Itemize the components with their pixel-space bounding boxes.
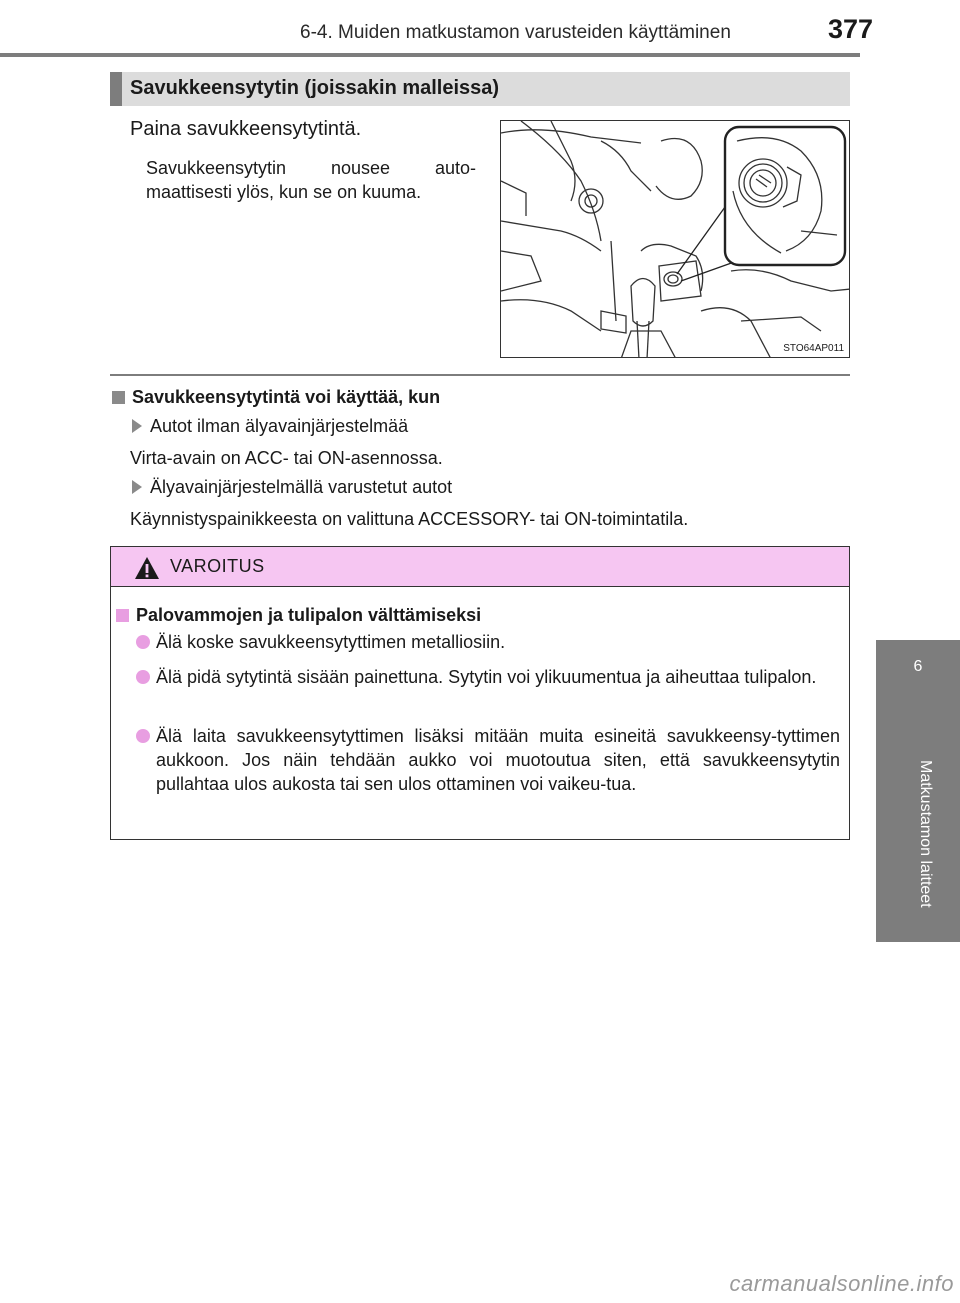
running-header: 6-4. Muiden matkustamon varusteiden käyttäminen bbox=[300, 22, 731, 43]
warning-subheading-text: Palovammojen ja tulipalon välttämiseksi bbox=[136, 605, 482, 625]
instruction-text: Paina savukkeensytytintä. bbox=[130, 118, 362, 140]
triangle-bullet-icon bbox=[132, 419, 142, 433]
warning-subheading bbox=[116, 605, 481, 626]
header-rule bbox=[0, 53, 860, 57]
section-title: Savukkeensytytin (joissakin malleissa) bbox=[130, 77, 500, 99]
round-bullet-icon bbox=[136, 670, 150, 684]
warning-title: VAROITUS bbox=[170, 556, 265, 576]
triangle-bullet-icon bbox=[132, 480, 142, 494]
condition-text: Käynnistyspainikkeesta on valittuna ACCESSORY- tai ON-toimintatila. bbox=[130, 509, 689, 529]
condition-label-text: Älyavainjärjestelmällä varustetut autot bbox=[150, 477, 453, 497]
condition-text: Virta-avain on ACC- tai ON-asennossa. bbox=[130, 448, 443, 468]
page-number: 377 bbox=[828, 14, 874, 44]
condition-label-text: Autot ilman älyavainjärjestelmää bbox=[150, 416, 409, 436]
warning-triangle-glyph bbox=[134, 556, 160, 580]
warning-item bbox=[136, 630, 840, 654]
warning-item-text: Älä koske savukkeensytyttimen metalliosiin. bbox=[156, 632, 506, 652]
illustration-code: STO64AP011 bbox=[783, 343, 844, 354]
section-divider bbox=[110, 374, 850, 376]
info-heading bbox=[112, 387, 440, 408]
warning-triangle-icon bbox=[134, 556, 160, 585]
square-bullet-icon bbox=[112, 391, 125, 404]
dashboard-drawing bbox=[501, 121, 850, 358]
watermark: carmanualsonline.info bbox=[729, 1271, 954, 1296]
section-title-accent bbox=[110, 72, 122, 106]
condition-label bbox=[132, 477, 452, 498]
instruction-note: Savukkeensytytin nousee auto-maattisesti ylös, kun se on kuuma. bbox=[146, 158, 476, 202]
info-heading-text: Savukkeensytytintä voi käyttää, kun bbox=[132, 387, 441, 407]
chapter-label: Matkustamon laitteet bbox=[917, 760, 934, 908]
warning-item-text: Älä laita savukkeensytyttimen lisäksi mitään muita esineitä savukkeensy-tyttimen aukkoon. Jos näin tehdään aukko voi muotoutua siten, että savukkeensytytin pullahtaa ulos aukosta tai sen ulos ottaminen voi vaikeu-tua. bbox=[156, 726, 840, 794]
chapter-number: 6 bbox=[913, 658, 923, 675]
lighter-illustration bbox=[500, 120, 850, 358]
round-bullet-icon bbox=[136, 635, 150, 649]
warning-item bbox=[136, 665, 840, 689]
square-bullet-icon bbox=[116, 609, 129, 622]
condition-label bbox=[132, 416, 408, 437]
warning-item-text: Älä pidä sytytintä sisään painettuna. Sytytin voi ylikuumentua ja aiheuttaa tulipalon. bbox=[156, 667, 817, 687]
round-bullet-icon bbox=[136, 729, 150, 743]
warning-item bbox=[136, 724, 840, 796]
